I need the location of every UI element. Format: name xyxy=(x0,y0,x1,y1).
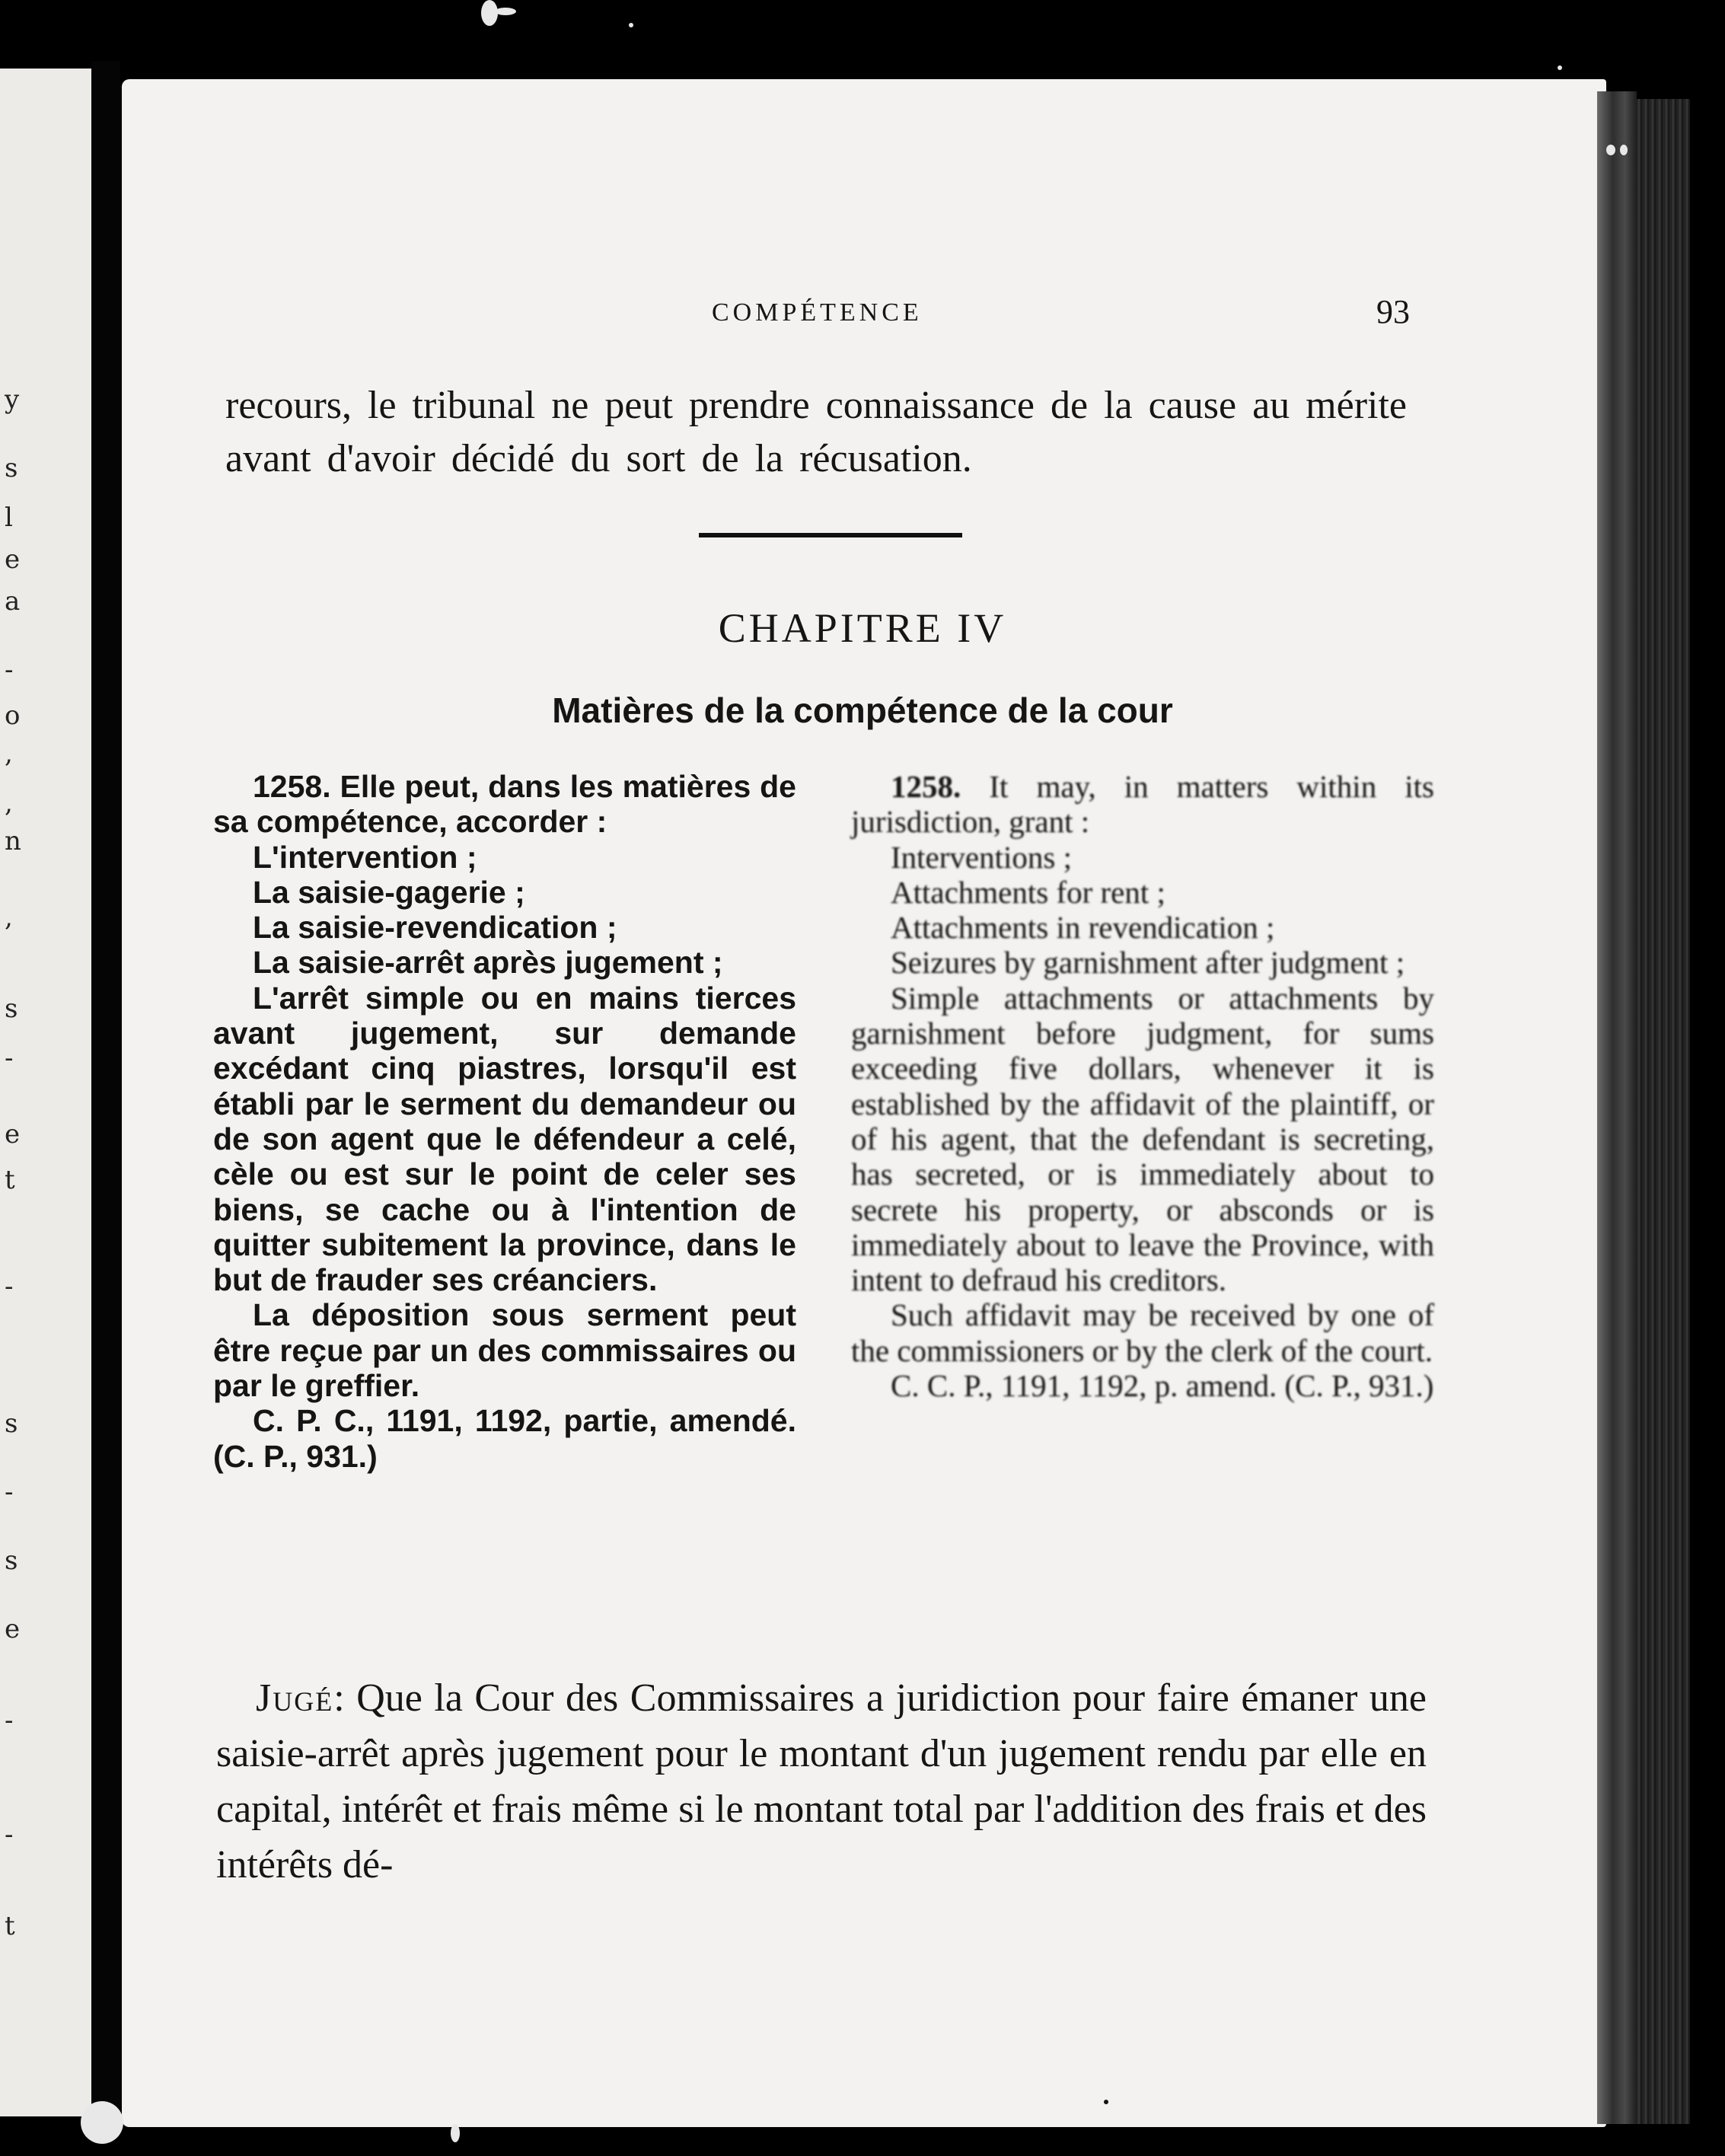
intro-paragraph: recours, le tribunal ne peut prendre connaissance de la cause au mérite avant d'avoir décidé du sort de la récusation. xyxy=(225,384,1407,480)
margin-fragment: , xyxy=(5,788,13,818)
scan-artifact xyxy=(451,2124,460,2142)
english-article-opening xyxy=(851,769,1434,840)
chapter-heading: CHAPITRE IV xyxy=(718,605,1007,651)
margin-fragment: e xyxy=(5,1614,21,1644)
margin-fragment: - xyxy=(5,1271,14,1302)
scan-artifact xyxy=(1558,65,1562,70)
previous-page-edge xyxy=(0,69,91,2116)
margin-fragment: a xyxy=(5,586,21,617)
scan-artifact xyxy=(81,2101,123,2144)
french-article-opening xyxy=(213,769,796,840)
french-deposition: La déposition sous serment peut être reçue par un des commissaires ou par le greffier. xyxy=(213,1297,796,1404)
margin-fragment: - xyxy=(5,1705,14,1736)
scan-artifact xyxy=(495,8,516,15)
margin-fragment: t xyxy=(5,1911,15,1941)
section-title: Matières de la compétence de la cour xyxy=(552,690,1173,730)
margin-fragment: s xyxy=(5,993,18,1024)
margin-fragment: s xyxy=(5,453,18,483)
list-item: L'intervention ; xyxy=(253,839,477,875)
page-stack-edge xyxy=(1597,91,1637,2124)
list-item: La saisie-arrêt après jugement ; xyxy=(253,945,723,981)
margin-fragment: s xyxy=(5,1408,18,1439)
french-paragraph: L'arrêt simple ou en mains tierces avant jugement, sur demande excédant cinq piastres, lorsqu'il est établi par le serment du demandeur ou de son agent que le défendeur a celé, cèle ou est sur le point de celer ses biens, se cache ou à l'intention de quitter subitement la province, dans le but de frauder ses créanciers. xyxy=(213,980,796,1298)
margin-fragment: - xyxy=(5,1477,14,1507)
list-item: La saisie-gagerie ; xyxy=(253,874,525,910)
scan-artifact xyxy=(1606,145,1615,155)
english-column xyxy=(851,769,1434,1403)
scan-artifact xyxy=(1620,145,1628,155)
list-item: Interventions ; xyxy=(891,839,1072,875)
list-item: Seizures by garnishment after judgment ; xyxy=(891,945,1405,981)
binding-gutter xyxy=(91,61,120,2132)
margin-fragment: t xyxy=(5,1165,15,1195)
list-item: Attachments for rent ; xyxy=(891,874,1165,910)
margin-fragment: , xyxy=(5,738,13,769)
section-divider xyxy=(699,533,962,537)
english-first-line: It may, in matters within its jurisdiction, grant : xyxy=(851,769,1435,840)
jurisprudence-paragraph xyxy=(216,1670,1427,1893)
margin-fragment: y xyxy=(5,384,20,415)
margin-fragment: , xyxy=(5,902,13,933)
english-affidavit: Such affidavit may be received by one of the commissioners or by the clerk of the court. xyxy=(851,1297,1434,1368)
margin-fragment: s xyxy=(5,1545,18,1576)
running-head: COMPÉTENCE xyxy=(712,298,923,327)
french-first-line: Elle peut, dans les matières de sa compétence, accorder : xyxy=(213,769,796,840)
margin-fragment: l xyxy=(5,502,13,533)
french-reference: C. P. C., 1191, 1192, partie, amendé. (C. P., 931.) xyxy=(213,1403,796,1474)
margin-fragment: - xyxy=(5,1820,14,1850)
margin-fragment: - xyxy=(5,1043,14,1073)
scan-artifact xyxy=(1104,2100,1108,2104)
list-item: La saisie-revendication ; xyxy=(253,910,617,946)
margin-fragment: n xyxy=(5,826,21,856)
margin-fragment: e xyxy=(5,544,21,575)
book-cover-edge xyxy=(1637,99,1690,2124)
jurisprudence-text: : Que la Cour des Commissaires a juridiction pour faire émaner une saisie-arrêt après jugement pour le montant d'un jugement rendu par elle en capital, intérêt et frais même si le montant total par l'addition des frais et des intérêts dé- xyxy=(216,1676,1427,1886)
page-number: 93 xyxy=(1376,293,1410,330)
english-reference: C. C. P., 1191, 1192, p. amend. (C. P., 931.) xyxy=(891,1368,1434,1404)
margin-fragment: o xyxy=(5,700,21,731)
juge-label: Jugé xyxy=(256,1676,334,1720)
article-number: 1258. xyxy=(891,769,961,804)
list-item: Attachments in revendication ; xyxy=(891,910,1275,946)
english-paragraph: Simple attachments or attachments by garnishment before judgment, for sums exceeding five dollars, whenever it is established by the affidavit of the plaintiff, or of his agent, that the defendant is secreting, has secreted, or is immediately about to secrete his property, or absconds or is immediately about to leave the Province, with intent to defraud his creditors. xyxy=(851,980,1434,1298)
article-number: 1258. xyxy=(253,769,331,804)
margin-fragment: - xyxy=(5,655,14,685)
scan-artifact xyxy=(629,23,633,27)
margin-fragment: e xyxy=(5,1119,21,1150)
french-column xyxy=(213,769,796,1474)
